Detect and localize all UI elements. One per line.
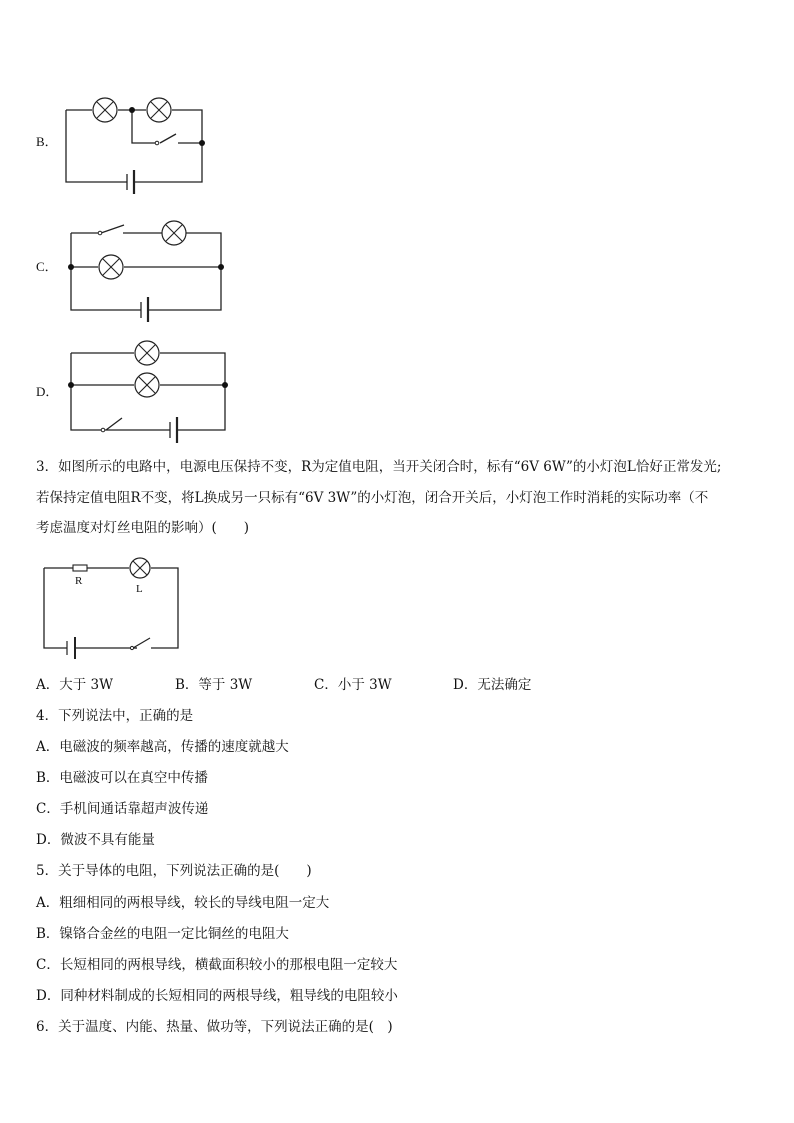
q4-option-b[interactable]: B．电磁波可以在真空中传播 [36,770,208,786]
q3-stem-line-2: 若保持定值电阻R不变，将L换成另一只标有“6V 3W”的小灯泡，闭合开关后，小灯泡工作时消耗的实际功率（不 [36,490,709,506]
q4-stem: 4．下列说法中，正确的是 [36,708,194,724]
q5-option-a[interactable]: A．粗细相同的两根导线，较长的导线电阻一定大 [36,895,330,911]
option-b-label: B． [36,134,58,149]
lamp-l-label: L [136,583,143,595]
q5-option-b[interactable]: B．镍铬合金丝的电阻一定比铜丝的电阻大 [36,926,289,942]
q3-option-a[interactable]: A．大于 3W [36,677,114,693]
resistor-r-label: R [75,575,83,587]
q3-option-c[interactable]: C．小于 3W [314,677,392,693]
q5-stem: 5．关于导体的电阻，下列说法正确的是( ) [36,863,312,879]
q3-option-b[interactable]: B．等于 3W [175,677,253,693]
q4-option-a[interactable]: A．电磁波的频率越高，传播的速度就越大 [36,739,289,755]
q5-option-d[interactable]: D．同种材料制成的长短相同的两根导线，粗导线的电阻较小 [36,988,398,1004]
q3-stem-line-3: 考虑温度对灯丝电阻的影响）( ) [36,520,250,536]
q6-stem: 6．关于温度、内能、热量、做功等，下列说法正确的是( ) [36,1019,393,1035]
q5-option-c[interactable]: C．长短相同的两根导线，横截面积较小的那根电阻一定较大 [36,957,398,973]
q4-option-d[interactable]: D．微波不具有能量 [36,832,155,848]
option-d-label: D． [36,384,59,399]
q4-option-c[interactable]: C．手机间通话靠超声波传递 [36,801,209,817]
option-c-label: C． [36,259,58,274]
lamp-icon [130,558,150,578]
q3-option-d[interactable]: D．无法确定 [453,677,532,693]
q3-stem-line-1: 3．如图所示的电路中，电源电压保持不变，R为定值电阻，当开关闭合时，标有“6V 6W”的小灯泡L恰好正常发光; [36,459,722,475]
